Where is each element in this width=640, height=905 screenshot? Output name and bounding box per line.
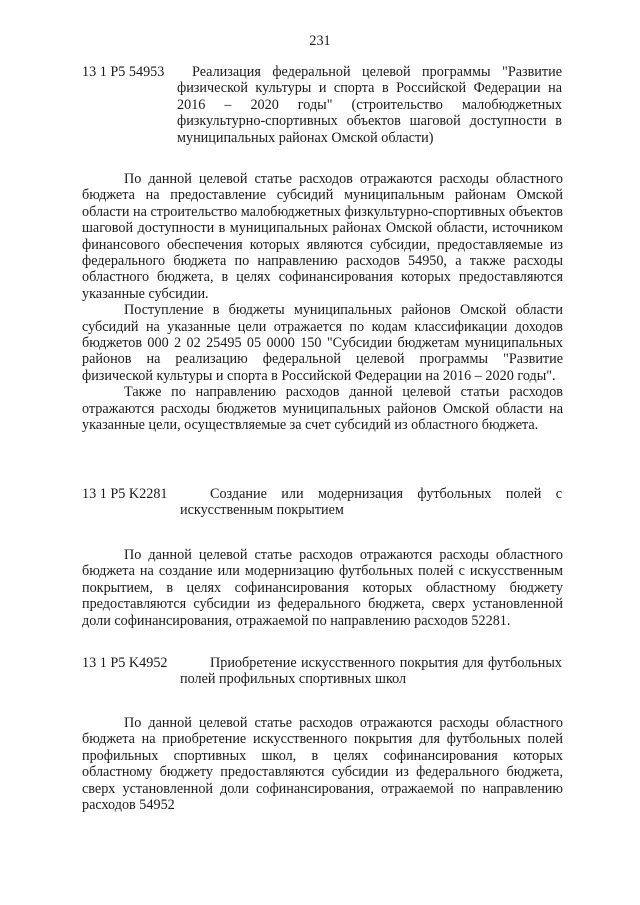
paragraph: Также по направлению расходов данной целевой статьи расходов отражаются расходы бюджетов муниципальных районов Омской области на указанные цели, осуществляемые за счет субсидий из областного бюджета. xyxy=(82,384,563,434)
paragraph: Поступление в бюджеты муниципальных районов Омской области субсидий на указанные цели отражается по кодам классификации доходов бюджетов 000 2 02 25495 05 0000 150 "Субсидии бюджетам муниципальных районов на реализацию федеральной целевой программы "Развитие физической культуры и спорта в Российской Федерации на 2016 – 2020 годы". xyxy=(82,302,563,384)
budget-entry-title: Реализация федеральной целевой программы "Развитие физической культуры и спорта в Российской Федерации на 2016 – 2020 годы" (строительство малобюджетных физкультурно-спортивных объектов шаговой доступности в муниципальных районах Омской области) xyxy=(177,64,562,146)
budget-entry-54953 xyxy=(82,64,562,146)
budget-code: 13 1 P5 K4952 xyxy=(82,655,168,671)
paragraph: По данной целевой статье расходов отражаются расходы областного бюджета на предоставление субсидий муниципальным районам Омской области на строительство малобюджетных физкультурно-спортивных объектов шаговой доступности в муниципальных районах Омской области, источником финансового обеспечения которых являются субсидии, предоставляемые из федерального бюджета по направлению расходов 54950, а также расходы областного бюджета, в целях софинансирования которых предоставляются указанные субсидии. xyxy=(82,171,563,302)
budget-entry-title: Создание или модернизация футбольных полей с искусственным покрытием xyxy=(180,486,562,519)
budget-entry-description xyxy=(82,715,563,813)
budget-code: 13 1 P5 K2281 xyxy=(82,486,168,502)
page-number: 231 xyxy=(309,33,331,49)
paragraph: По данной целевой статье расходов отражаются расходы областного бюджета на приобретение искусственного покрытия для футбольных полей профильных спортивных школ, в целях софинансирования которых областному бюджету предоставляются субсидии из федерального бюджета, сверх установленной доли софинансирования, отражаемой по направлению расходов 54952 xyxy=(82,715,563,814)
budget-entry-description xyxy=(82,547,563,629)
budget-entry-K2281 xyxy=(82,486,562,519)
budget-entry-description xyxy=(82,171,563,434)
paragraph: По данной целевой статье расходов отражаются расходы областного бюджета на создание или модернизацию футбольных полей с искусственным покрытием, в целях софинансирования которых областному бюджету предоставляются субсидии из федерального бюджета, сверх установленной доли софинансирования, отражаемой по направлению расходов 52281. xyxy=(82,547,563,629)
budget-entry-K4952 xyxy=(82,655,562,688)
budget-entry-title: Приобретение искусственного покрытия для футбольных полей профильных спортивных школ xyxy=(180,655,562,688)
budget-code: 13 1 P5 54953 xyxy=(82,64,165,80)
